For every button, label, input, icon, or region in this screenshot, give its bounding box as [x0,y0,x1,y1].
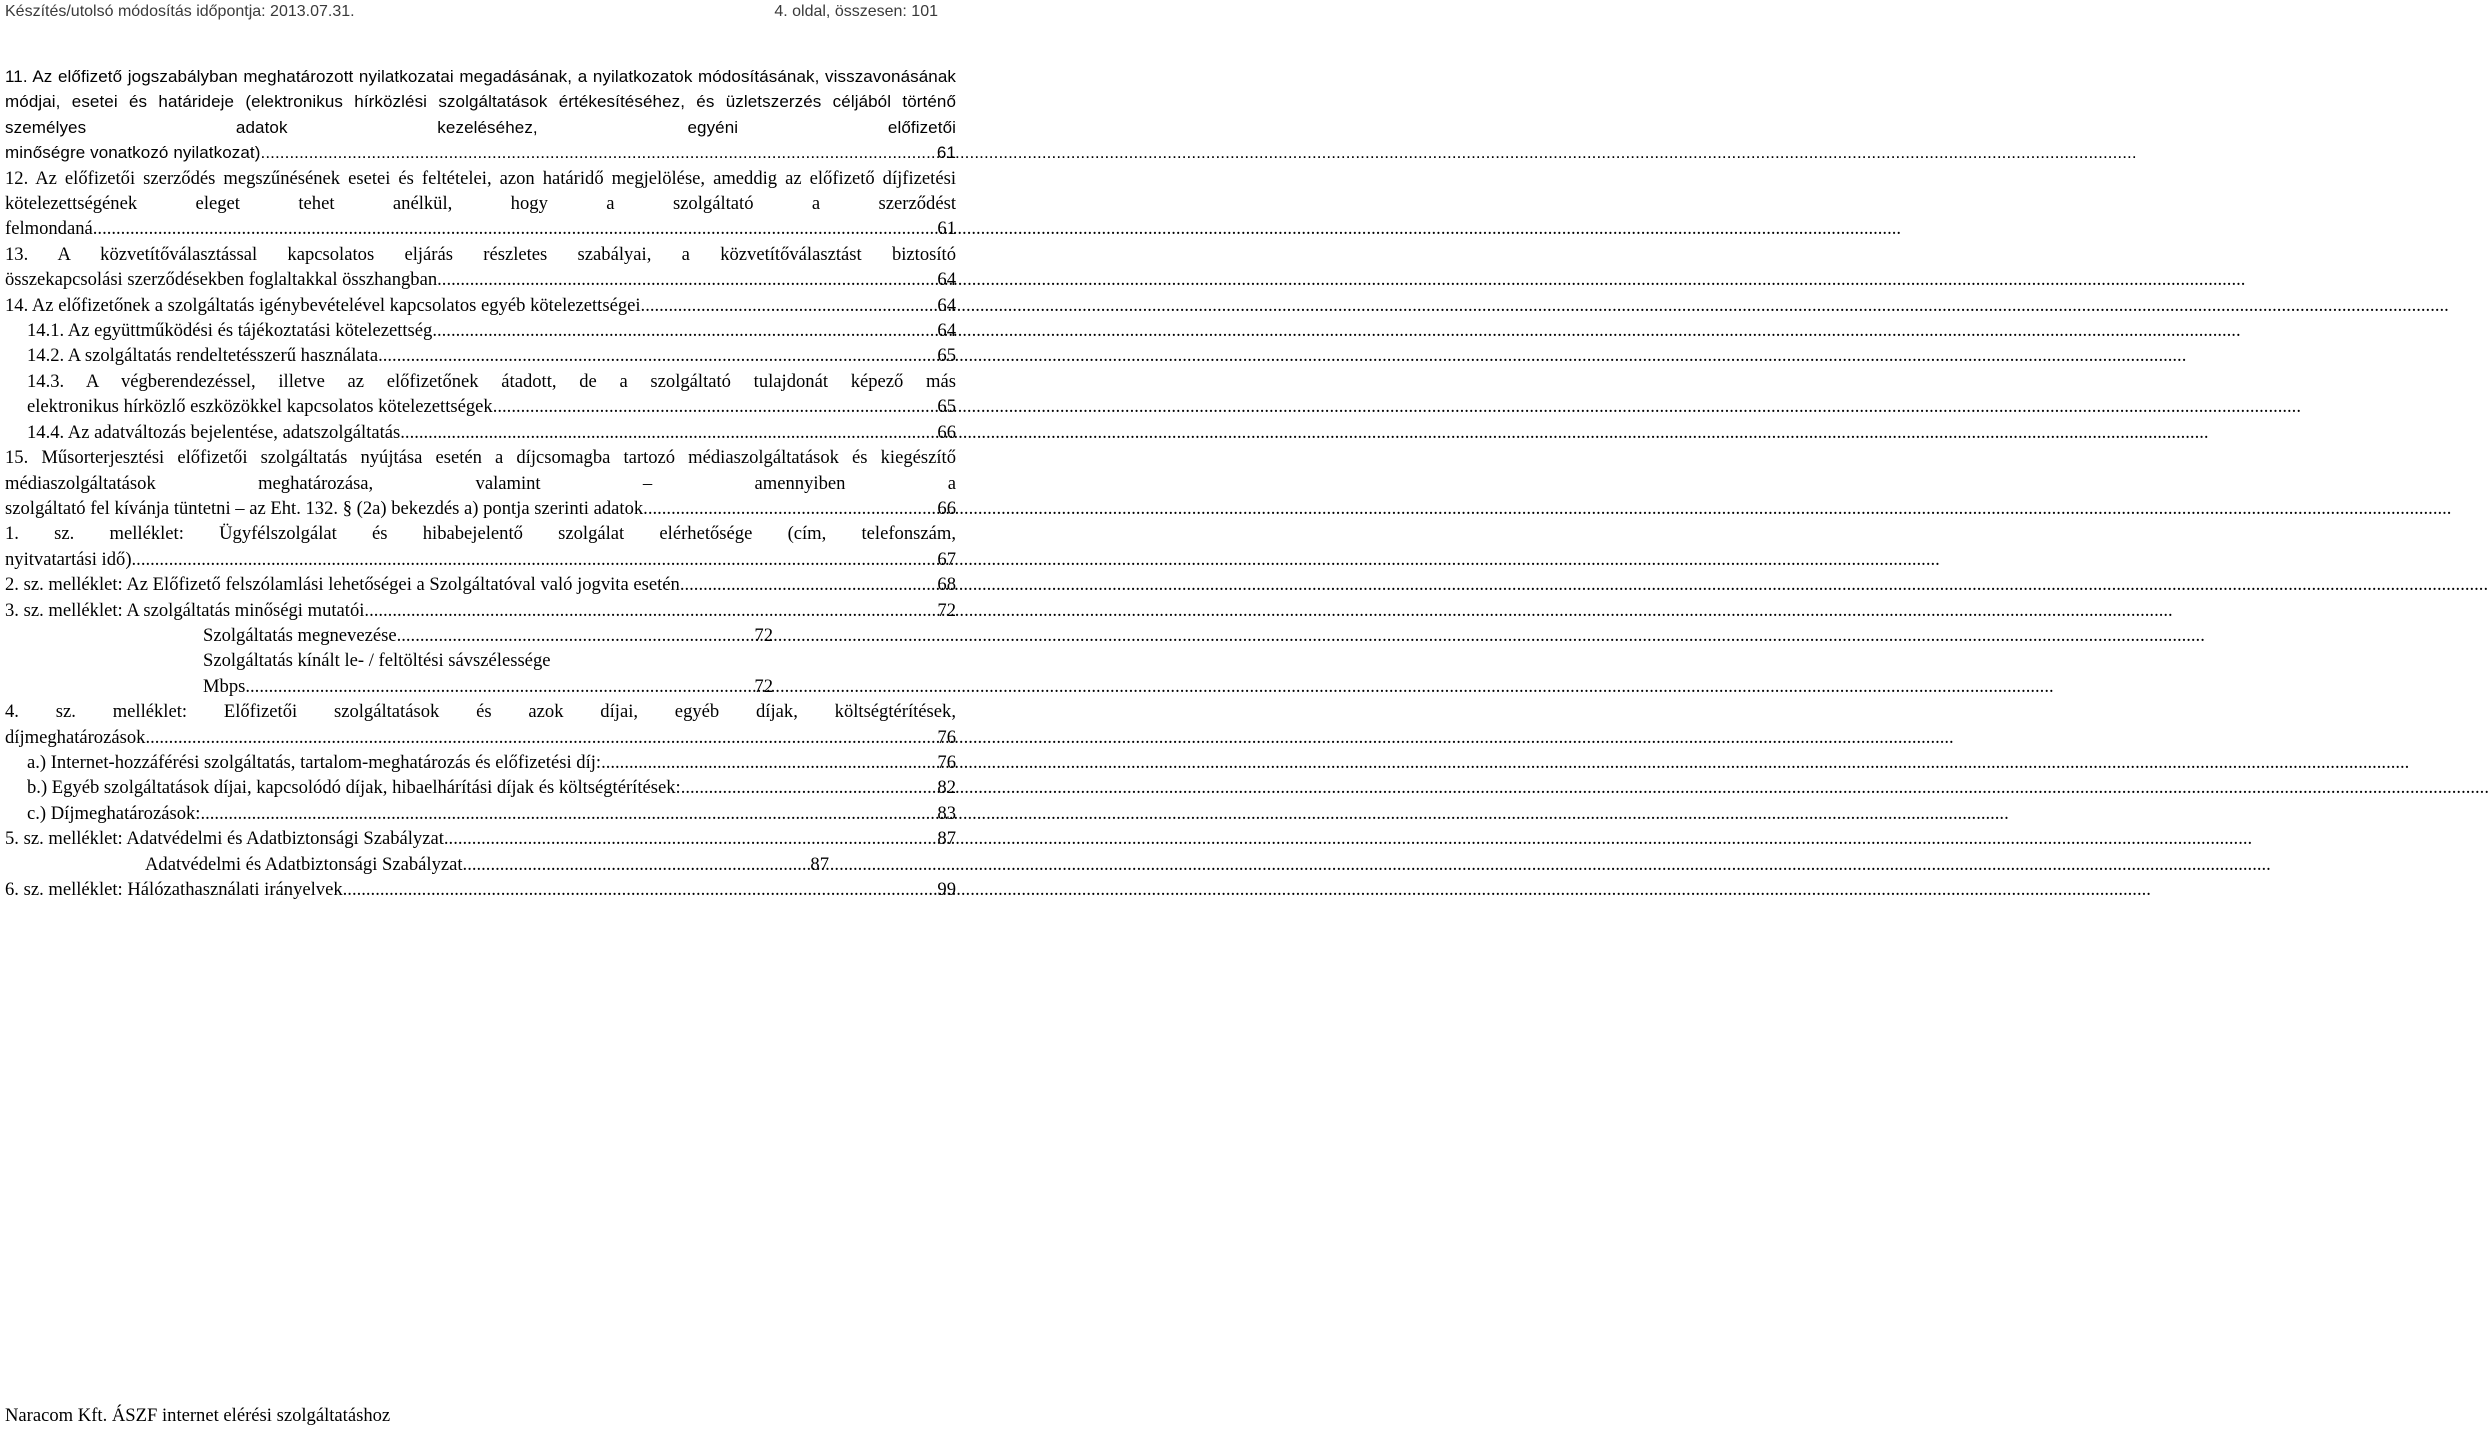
toc-appendix-3-service-name[interactable] [5,623,773,648]
toc-appendix-3[interactable] [5,598,956,623]
toc-entry-text: szolgáltató fel kívánja tüntetni – az Eht. 132. § (2a) bekezdés a) pontja szerinti adatok [5,497,644,519]
toc-entry-11[interactable] [5,64,956,166]
toc-leader-dots [444,826,938,851]
toc-appendix-5[interactable] [5,826,956,851]
header-modified-date: Készítés/utolsó módosítás időpontja: 2013.07.31. [5,3,355,20]
document-page [0,0,960,1434]
toc-entry-text: összekapcsolási szerződésekben foglaltakkal összhangban [5,269,438,291]
toc-entry-text: elektronikus hírközlő eszközökkel kapcsolatos kötelezettségek [27,396,493,418]
toc-entry-text: 12. Az előfizetői szerződés megszűnésének esetei és feltételei, azon határidő megjelölése, ameddig az előfizető díjfizetési kötelezettségének eleget tehet anélkül, hogy a szolgáltató a szerződést [5,167,956,215]
toc-entry-text: 14. Az előfizetőnek a szolgáltatás igénybevételével kapcsolatos egyéb kötelezettségei [5,294,641,316]
toc-page-number: 64 [937,320,956,342]
toc-page-number: 65 [937,345,956,367]
toc-entry-text: 6. sz. melléklet: Hálózathasználati irányelvek [5,879,343,900]
toc-appendix-3-bandwidth[interactable] [5,648,773,699]
page-footer: Naracom Kft. ÁSZF internet elérési szolgáltatáshoz [5,1405,391,1426]
toc-page-number: 82 [937,777,956,799]
toc-entry-text: 5. sz. melléklet: Adatvédelmi és Adatbiztonsági Szabályzat [5,828,444,850]
page-header [5,0,938,24]
toc-leader-dots [680,572,938,597]
toc-entry-14[interactable] [5,293,956,318]
toc-leader-dots [463,852,811,877]
toc-leader-dots [132,547,938,572]
toc-entry-text: Mbps [203,675,246,697]
toc-entry-text: 14.3. A végberendezéssel, illetve az előfizetőnek átadott, de a szolgáltató tulajdonát képező más [27,370,956,392]
toc-entry-text: díjmeghatározások [5,726,146,748]
toc-entry-text: 11. Az előfizető jogszabályban meghatározott nyilatkozatai megadásának, a nyilatkozatok módosításának, visszavonásának módjai, esetei és határideje (elektronikus hírközlési szolgáltatások értékesítéséhez, és üzletszerzés céljából történő személyes adatok kezeléséhez, egyéni előfizetői [5,67,956,137]
toc-leader-dots [145,725,937,750]
toc-page-number: 66 [937,421,956,443]
toc-entry-text: 15. Műsorterjesztési előfizetői szolgáltatás nyújtása esetén a díjcsomagba tartozó médiaszolgáltatások és kiegészítő médiaszolgáltatások meghatározása, valamint – amennyiben a [5,447,956,494]
toc-appendix-4-b[interactable] [5,775,956,800]
toc-entry-text: 4. sz. melléklet: Előfizetői szolgáltatások és azok díjai, egyéb díjak, költségtérítések, [5,701,956,723]
toc-leader-dots [681,775,938,800]
toc-entry-14-2[interactable] [5,343,956,368]
toc-leader-dots [641,293,938,318]
toc-entry-text: 14.1. Az együttműködési és tájékoztatási kötelezettség [27,320,433,342]
toc-page-number: 65 [937,396,956,418]
toc-entry-text: a.) Internet-hozzáférési szolgáltatás, tartalom-meghatározás és előfizetési díj: [27,751,602,773]
toc-entry-12[interactable] [5,166,956,242]
toc-entry-text: 1. sz. melléklet: Ügyfélszolgálat és hibabejelentő szolgálat elérhetősége (cím, telefonszám, [5,523,956,545]
toc-leader-dots [261,140,937,165]
toc-page-number: 87 [937,828,956,850]
toc-leader-dots [364,598,937,623]
toc-page-number: 87 [810,853,829,875]
toc-leader-dots [343,877,938,902]
toc-page-number: 61 [936,143,956,163]
toc-leader-dots [493,394,938,419]
toc-entry-text: 3. sz. melléklet: A szolgáltatás minőségi mutatói [5,599,365,621]
toc-entry-text: 14.4. Az adatváltozás bejelentése, adatszolgáltatás [27,421,401,443]
toc-entry-text: c.) Díjmeghatározások: [27,802,201,824]
toc-page-number: 83 [937,802,956,824]
toc-page-number: 99 [937,879,956,900]
toc-leader-dots [601,750,937,775]
toc-leader-dots [400,420,937,445]
toc-leader-dots [643,496,937,521]
toc-leader-dots [200,801,937,826]
toc-leader-dots [245,674,754,699]
toc-page-number: 64 [937,269,956,291]
toc-entry-14-4[interactable] [5,420,956,445]
toc-appendix-2[interactable] [5,572,956,597]
table-of-contents [5,64,956,902]
toc-leader-dots [432,318,937,343]
toc-page-number: 61 [937,218,956,240]
toc-page-number: 76 [937,726,956,748]
toc-entry-14-3[interactable] [5,369,956,420]
toc-leader-dots [93,216,938,241]
toc-entry-text: nyitvatartási idő) [5,548,132,570]
toc-entry-text: Adatvédelmi és Adatbiztonsági Szabályzat [145,853,463,875]
toc-leader-dots [437,267,937,292]
toc-page-number: 72 [754,624,773,646]
toc-page-number: 64 [937,294,956,316]
toc-appendix-6[interactable] [5,877,956,902]
toc-leader-dots [397,623,755,648]
toc-entry-text: 14.2. A szolgáltatás rendeltetésszerű használata [27,345,379,367]
toc-entry-text: Szolgáltatás megnevezése [203,624,397,646]
toc-appendix-4[interactable] [5,699,956,750]
toc-appendix-4-c[interactable] [5,801,956,826]
toc-entry-text: b.) Egyéb szolgáltatások díjai, kapcsolódó díjak, hibaelhárítási díjak és költségtérítések: [27,777,681,799]
toc-page-number: 72 [937,599,956,621]
toc-leader-dots [378,343,937,368]
toc-entry-14-1[interactable] [5,318,956,343]
header-page-number: 4. oldal, összesen: 101 [774,3,938,20]
toc-entry-15[interactable] [5,445,956,521]
toc-entry-text: felmondaná [5,218,93,240]
toc-entry-13[interactable] [5,242,956,293]
toc-page-number: 66 [937,497,956,519]
toc-page-number: 68 [937,574,956,596]
toc-appendix-5-a[interactable] [5,852,829,877]
toc-entry-text: minőségre vonatkozó nyilatkozat) [5,143,261,163]
toc-appendix-1[interactable] [5,521,956,572]
toc-page-number: 72 [754,675,773,697]
toc-page-number: 76 [937,751,956,773]
toc-appendix-4-a[interactable] [5,750,956,775]
toc-page-number: 67 [937,548,956,570]
toc-entry-text: 2. sz. melléklet: Az Előfizető felszólamlási lehetőségei a Szolgáltatóval való jogvita esetén [5,574,680,596]
toc-entry-text: Szolgáltatás kínált le- / feltöltési sávszélessége [203,650,551,672]
toc-entry-text: 13. A közvetítőválasztással kapcsolatos eljárás részletes szabályai, a közvetítőválasztást biztosító [5,243,956,265]
